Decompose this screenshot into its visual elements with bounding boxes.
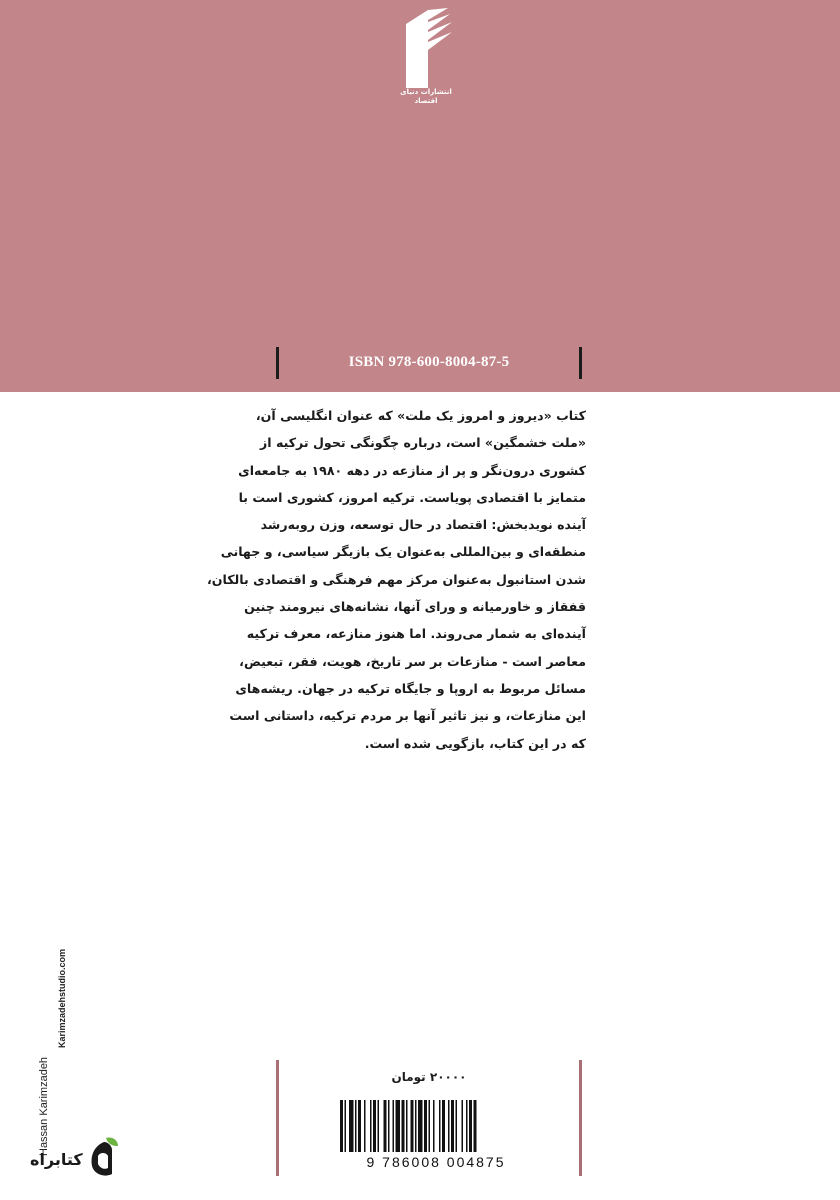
blurb-line: معاصر است - منازعات بر سر تاریخ، هویت، فقر، تبعیض، xyxy=(239,653,586,669)
blurb-line: مسائل مربوط به اروپا و جایگاه ترکیه در جهان. ریشه‌های xyxy=(235,680,586,696)
back-cover-blurb xyxy=(206,402,586,757)
watermark-text: کتابراه xyxy=(30,1150,83,1169)
blurb-line: آینده نویدبخش: اقتصاد در حال توسعه، وزن روبه‌رشد xyxy=(260,517,586,533)
blurb-line: متمایز با اقتصادی پویاست. ترکیه امروز، کشوری است با xyxy=(238,489,586,505)
publisher-name: انتشارات دنیای اقتصاد xyxy=(400,88,452,105)
price-label: ۲۰۰۰۰ تومان xyxy=(391,1070,467,1084)
blurb-line: آینده‌ای به شمار می‌روند. اما هنوز منازعه، معرف ترکیه xyxy=(246,626,586,642)
book-leaf-logo-icon xyxy=(86,1136,122,1180)
barcode xyxy=(336,1100,536,1162)
price-barcode-panel xyxy=(276,1060,582,1176)
ketabrah-watermark xyxy=(30,1136,130,1186)
blurb-line: قفقاز و خاورمیانه و ورای آنها، نشانه‌های نیرومند چنین xyxy=(244,599,586,615)
blurb-line: کتاب «دیروز و امروز یک ملت» که عنوان انگلیسی آن، xyxy=(255,408,586,423)
designer-website: Karimzadehstudio.com xyxy=(57,948,67,1048)
isbn-number: ISBN 978-600-8004-87-5 xyxy=(348,354,510,370)
blurb-line: منطقه‌ای و بین‌المللی به‌عنوان یک بازیگر سیاسی، و جهانی xyxy=(220,544,586,560)
blurb-line: این منازعات، و نیز تاثیر آنها بر مردم ترکیه، داستانی است xyxy=(229,708,586,724)
designer-name: Hassan Karimzadeh xyxy=(38,1056,50,1156)
barcode-digits: 9 786008 004875 xyxy=(366,1154,506,1170)
designer-credit xyxy=(4,928,67,1158)
blurb-line: شدن استانبول به‌عنوان مرکز مهم فرهنگی و اقتصادی بالکان، xyxy=(206,571,586,587)
blurb-line: «ملت خشمگین» است، درباره چگونگی تحول ترکیه از xyxy=(260,435,586,451)
isbn-row xyxy=(276,347,582,379)
blurb-line: که در این کتاب، بازگویی شده است. xyxy=(364,735,586,751)
blurb-line: کشوری درون‌نگر و پر از منازعه در دهه ۱۹۸۰ به جامعه‌ای xyxy=(238,462,586,478)
isbn-divider-right xyxy=(579,347,582,379)
price-divider-right xyxy=(579,1060,582,1176)
